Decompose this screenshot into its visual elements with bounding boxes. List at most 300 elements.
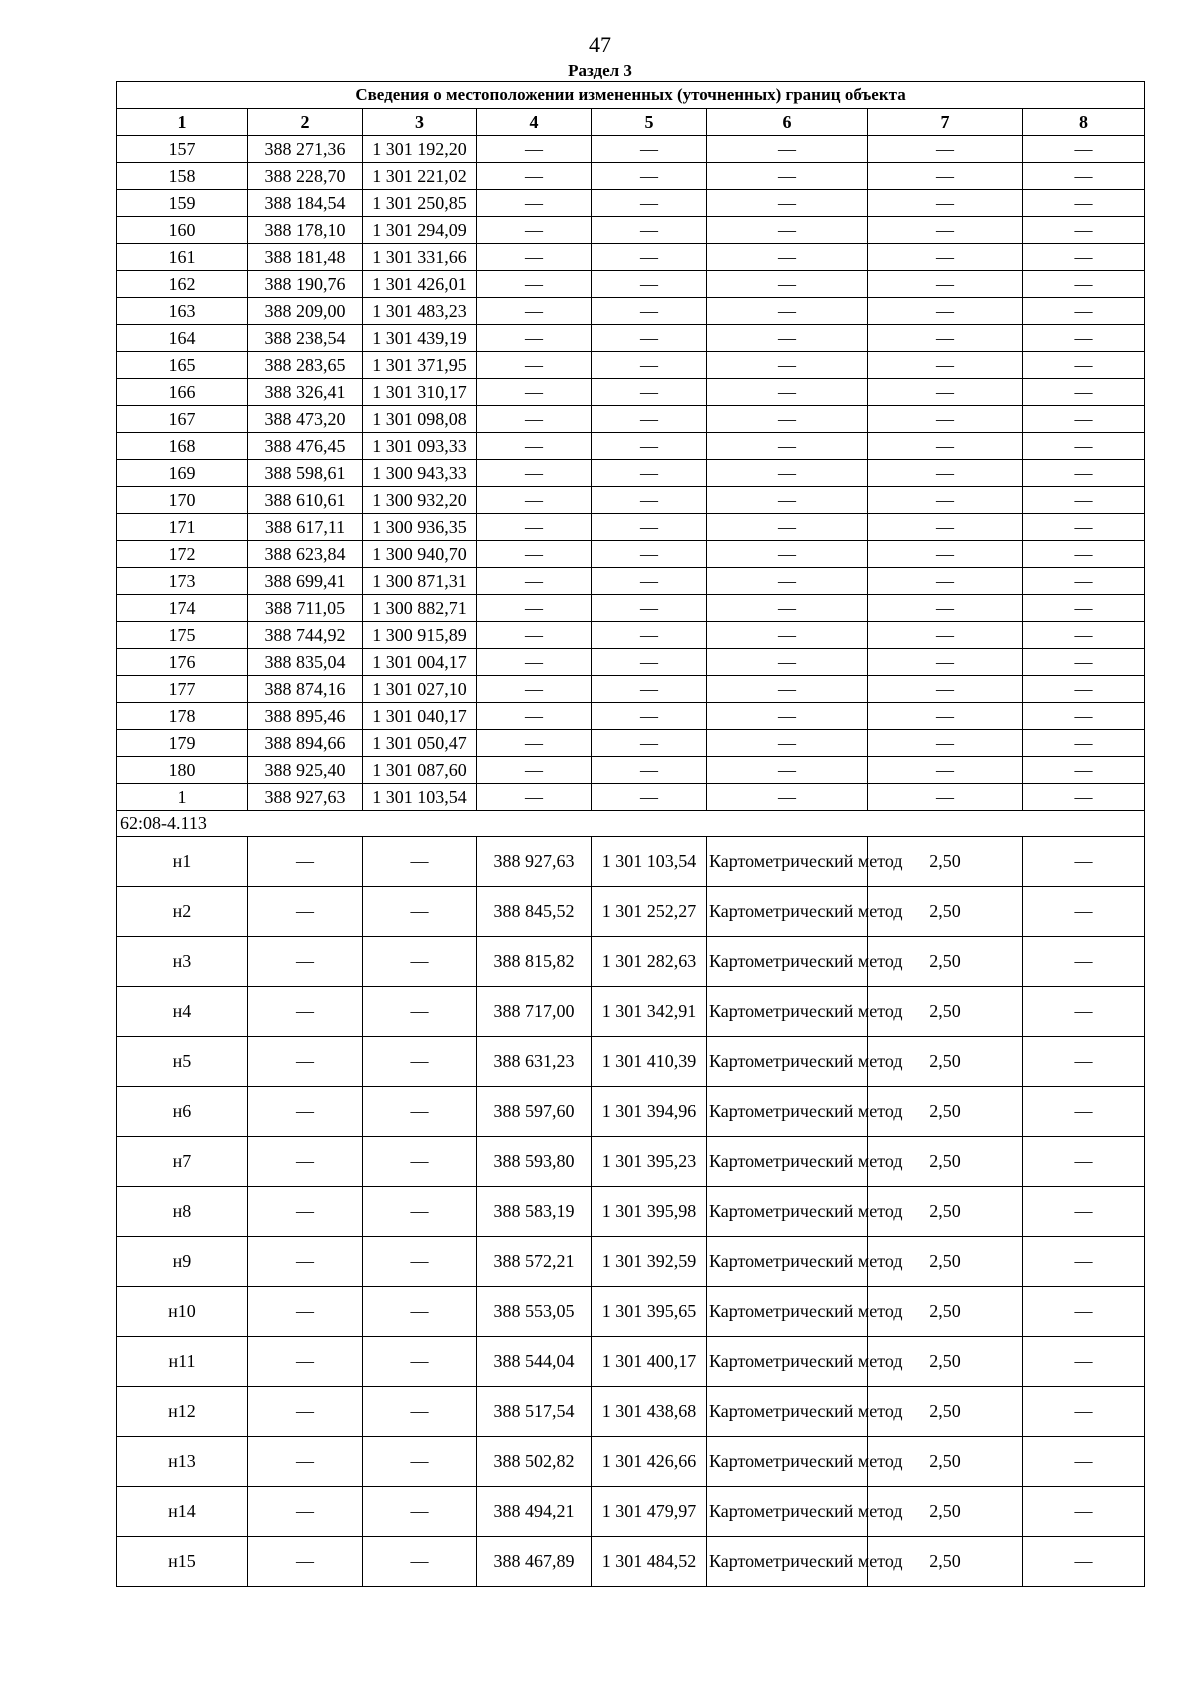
table-cell: — [363, 1037, 477, 1087]
table-cell: — [868, 460, 1023, 487]
table-cell: — [1023, 1487, 1145, 1537]
table-row [117, 937, 1145, 987]
table-cell: — [592, 325, 707, 352]
table-cell: 388 502,82 [477, 1437, 592, 1487]
table-cell: — [868, 730, 1023, 757]
table-cell: 2,50 [868, 837, 1023, 887]
boundary-table [116, 81, 1145, 1587]
table-cell: — [707, 217, 868, 244]
table-cell: — [1023, 379, 1145, 406]
table-cell: 2,50 [868, 937, 1023, 987]
table-cell: — [477, 703, 592, 730]
table-cell: — [248, 887, 363, 937]
table-cell: — [592, 460, 707, 487]
table-cell: н12 [117, 1387, 248, 1437]
table-cell: 167 [117, 406, 248, 433]
table-row [117, 595, 1145, 622]
table-cell: — [707, 433, 868, 460]
table-cell: н3 [117, 937, 248, 987]
table-row [117, 1037, 1145, 1087]
table-cell: — [592, 163, 707, 190]
table-cell: — [477, 568, 592, 595]
table-cell: — [1023, 190, 1145, 217]
table-cell: 388 181,48 [248, 244, 363, 271]
table-cell: 388 815,82 [477, 937, 592, 987]
table-cell: — [1023, 937, 1145, 987]
table-cell: — [363, 1237, 477, 1287]
table-cell: 388 583,19 [477, 1187, 592, 1237]
table-cell: 162 [117, 271, 248, 298]
table-cell: 388 553,05 [477, 1287, 592, 1337]
table-row [117, 757, 1145, 784]
table-cell: — [1023, 163, 1145, 190]
table-cell: 1 301 252,27 [592, 887, 707, 937]
table-cell: — [477, 217, 592, 244]
table-cell: — [1023, 784, 1145, 811]
table-cell: 388 925,40 [248, 757, 363, 784]
table-cell: 388 835,04 [248, 649, 363, 676]
table-cell: — [592, 730, 707, 757]
column-header: 5 [592, 109, 707, 136]
table-cell: — [248, 1387, 363, 1437]
table-cell: — [707, 703, 868, 730]
table-cell: — [477, 163, 592, 190]
table-cell: 1 301 294,09 [363, 217, 477, 244]
table-cell: 1 301 426,66 [592, 1437, 707, 1487]
table-cell: 1 [117, 784, 248, 811]
table-cell: — [707, 271, 868, 298]
table-cell: н2 [117, 887, 248, 937]
table-row [117, 730, 1145, 757]
table-cell: — [707, 163, 868, 190]
table-cell: 1 301 483,23 [363, 298, 477, 325]
table-row [117, 433, 1145, 460]
table-cell: — [1023, 595, 1145, 622]
table-cell: 388 190,76 [248, 271, 363, 298]
table-cell: — [592, 217, 707, 244]
table-cell: 388 744,92 [248, 622, 363, 649]
table-cell: — [592, 784, 707, 811]
table-cell: — [1023, 730, 1145, 757]
table-row [117, 568, 1145, 595]
table-row [117, 676, 1145, 703]
table-cell: — [248, 987, 363, 1037]
table-cell: 1 301 093,33 [363, 433, 477, 460]
table-cell: — [707, 757, 868, 784]
table-cell: — [1023, 703, 1145, 730]
table-row [117, 217, 1145, 244]
column-header: 3 [363, 109, 477, 136]
table-cell: 1 301 103,54 [592, 837, 707, 887]
table-cell: 388 184,54 [248, 190, 363, 217]
table-cell: — [707, 622, 868, 649]
table-cell: — [868, 433, 1023, 460]
table-cell: Картометрический метод [707, 1037, 868, 1087]
table-cell: — [1023, 541, 1145, 568]
table-row [117, 244, 1145, 271]
table-cell: — [1023, 837, 1145, 887]
table-cell: 388 467,89 [477, 1537, 592, 1587]
table-cell: — [1023, 676, 1145, 703]
table-row [117, 887, 1145, 937]
table-cell: — [868, 487, 1023, 514]
table-cell: 1 301 400,17 [592, 1337, 707, 1387]
table-cell: — [707, 487, 868, 514]
table-cell: — [1023, 325, 1145, 352]
table-cell: — [1023, 460, 1145, 487]
table-cell: — [1023, 1087, 1145, 1137]
table-cell: 1 300 940,70 [363, 541, 477, 568]
table-cell: 388 517,54 [477, 1387, 592, 1437]
table-cell: — [477, 379, 592, 406]
table-cell: 2,50 [868, 887, 1023, 937]
table-cell: — [1023, 514, 1145, 541]
column-header: 6 [707, 109, 868, 136]
table-cell: — [1023, 136, 1145, 163]
table-row [117, 1537, 1145, 1587]
table-cell: 388 894,66 [248, 730, 363, 757]
table-cell: — [477, 136, 592, 163]
table-cell: — [592, 271, 707, 298]
table-cell: — [248, 1087, 363, 1137]
table-cell: — [592, 568, 707, 595]
table-cell: — [1023, 217, 1145, 244]
table-cell: н11 [117, 1337, 248, 1387]
table-cell: 158 [117, 163, 248, 190]
table-cell: — [707, 325, 868, 352]
table-cell: 388 711,05 [248, 595, 363, 622]
table-cell: — [363, 1137, 477, 1187]
table-cell: н14 [117, 1487, 248, 1537]
table-cell: 164 [117, 325, 248, 352]
table-cell: — [363, 837, 477, 887]
table-cell: 1 301 426,01 [363, 271, 477, 298]
table-row [117, 298, 1145, 325]
table-cell: 388 494,21 [477, 1487, 592, 1537]
table-cell: 388 617,11 [248, 514, 363, 541]
table-cell: — [477, 622, 592, 649]
table-cell: — [868, 514, 1023, 541]
table-cell: 2,50 [868, 1187, 1023, 1237]
table-cell: — [477, 676, 592, 703]
table-cell: 180 [117, 757, 248, 784]
table-cell: — [248, 1037, 363, 1087]
table-cell: — [707, 784, 868, 811]
table-cell: 388 544,04 [477, 1337, 592, 1387]
table-cell: 388 699,41 [248, 568, 363, 595]
table-cell: 178 [117, 703, 248, 730]
table-cell: — [248, 1137, 363, 1187]
table-cell: 1 301 027,10 [363, 676, 477, 703]
table-cell: — [868, 190, 1023, 217]
table-cell: — [477, 649, 592, 676]
table-cell: 388 283,65 [248, 352, 363, 379]
table-row [117, 1137, 1145, 1187]
table-cell: 2,50 [868, 987, 1023, 1037]
table-cell: Картометрический метод [707, 1187, 868, 1237]
table-cell: — [868, 595, 1023, 622]
table-cell: 388 597,60 [477, 1087, 592, 1137]
table-cell: — [477, 514, 592, 541]
table-cell: 173 [117, 568, 248, 595]
table-cell: — [1023, 298, 1145, 325]
table-cell: — [248, 837, 363, 887]
table-cell: — [707, 136, 868, 163]
table-cell: Картометрический метод [707, 837, 868, 887]
table-cell: — [592, 190, 707, 217]
table-row [117, 541, 1145, 568]
table-cell: — [868, 676, 1023, 703]
table-cell: — [592, 487, 707, 514]
table-cell: — [707, 406, 868, 433]
table-row [117, 136, 1145, 163]
table-cell: — [1023, 1437, 1145, 1487]
table-cell: н9 [117, 1237, 248, 1287]
table-cell: — [1023, 1387, 1145, 1437]
cadastral-number-label: 62:08-4.113 [117, 811, 1145, 837]
table-cell: Картометрический метод [707, 987, 868, 1037]
table-cell: н13 [117, 1437, 248, 1487]
table-cell: — [363, 1087, 477, 1137]
table-cell: — [363, 937, 477, 987]
table-cell: — [707, 730, 868, 757]
table-row [117, 1487, 1145, 1537]
column-header: 7 [868, 109, 1023, 136]
table-cell: н8 [117, 1187, 248, 1237]
table-cell: — [248, 937, 363, 987]
table-cell: — [1023, 406, 1145, 433]
table-cell: — [868, 325, 1023, 352]
table-cell: н5 [117, 1037, 248, 1087]
table-cell: — [248, 1487, 363, 1537]
group-row [117, 811, 1145, 837]
table-cell: 1 300 943,33 [363, 460, 477, 487]
table-cell: 1 301 342,91 [592, 987, 707, 1037]
table-row [117, 379, 1145, 406]
table-cell: — [1023, 622, 1145, 649]
table-cell: — [707, 298, 868, 325]
table-cell: 166 [117, 379, 248, 406]
table-cell: 171 [117, 514, 248, 541]
table-cell: 1 301 192,20 [363, 136, 477, 163]
table-cell: — [592, 541, 707, 568]
table-row [117, 163, 1145, 190]
table-cell: — [592, 433, 707, 460]
table-row [117, 487, 1145, 514]
table-row [117, 190, 1145, 217]
table-cell: — [363, 1287, 477, 1337]
table-cell: н6 [117, 1087, 248, 1137]
table-cell: 1 301 103,54 [363, 784, 477, 811]
table-row [117, 271, 1145, 298]
table-cell: — [707, 379, 868, 406]
table-cell: 388 476,45 [248, 433, 363, 460]
table-cell: Картометрический метод [707, 1087, 868, 1137]
table-cell: — [707, 460, 868, 487]
table-cell: 176 [117, 649, 248, 676]
table-cell: 163 [117, 298, 248, 325]
table-cell: — [707, 568, 868, 595]
table-title: Сведения о местоположении измененных (уточненных) границ объекта [117, 82, 1145, 109]
table-cell: — [477, 730, 592, 757]
table-cell: 388 927,63 [248, 784, 363, 811]
table-cell: 388 238,54 [248, 325, 363, 352]
table-cell: — [1023, 244, 1145, 271]
table-cell: — [592, 595, 707, 622]
table-cell: — [707, 352, 868, 379]
table-cell: 1 301 410,39 [592, 1037, 707, 1087]
table-cell: 388 178,10 [248, 217, 363, 244]
table-cell: 388 845,52 [477, 887, 592, 937]
table-cell: — [477, 190, 592, 217]
table-cell: 174 [117, 595, 248, 622]
table-cell: — [868, 244, 1023, 271]
table-cell: Картометрический метод [707, 937, 868, 987]
table-cell: Картометрический метод [707, 1287, 868, 1337]
table-cell: — [868, 298, 1023, 325]
table-cell: — [477, 433, 592, 460]
table-cell: — [707, 514, 868, 541]
table-row [117, 1337, 1145, 1387]
table-cell: — [707, 190, 868, 217]
table-cell: 159 [117, 190, 248, 217]
table-cell: — [868, 217, 1023, 244]
table-cell: 2,50 [868, 1437, 1023, 1487]
table-cell: — [707, 595, 868, 622]
table-cell: 1 301 394,96 [592, 1087, 707, 1137]
table-row [117, 987, 1145, 1037]
table-cell: — [248, 1187, 363, 1237]
table-cell: — [477, 595, 592, 622]
table-cell: 388 326,41 [248, 379, 363, 406]
table-cell: 1 301 392,59 [592, 1237, 707, 1287]
table-cell: 2,50 [868, 1137, 1023, 1187]
table-cell: — [1023, 1037, 1145, 1087]
table-row [117, 1087, 1145, 1137]
table-cell: 1 301 040,17 [363, 703, 477, 730]
table-cell: 1 301 310,17 [363, 379, 477, 406]
table-cell: н7 [117, 1137, 248, 1187]
table-row [117, 1437, 1145, 1487]
table-cell: — [363, 887, 477, 937]
table-cell: 1 301 221,02 [363, 163, 477, 190]
table-cell: — [1023, 487, 1145, 514]
table-cell: 1 301 395,23 [592, 1137, 707, 1187]
table-cell: — [868, 136, 1023, 163]
table-cell: — [592, 649, 707, 676]
table-cell: — [477, 244, 592, 271]
column-header: 1 [117, 109, 248, 136]
table-cell: — [1023, 1337, 1145, 1387]
table-row [117, 1187, 1145, 1237]
table-cell: 2,50 [868, 1487, 1023, 1537]
table-cell: — [477, 487, 592, 514]
table-cell: 1 301 282,63 [592, 937, 707, 987]
table-cell: 168 [117, 433, 248, 460]
table-cell: 1 301 395,65 [592, 1287, 707, 1337]
table-cell: — [592, 703, 707, 730]
table-cell: — [477, 757, 592, 784]
table-cell: 1 301 098,08 [363, 406, 477, 433]
table-cell: 1 301 479,97 [592, 1487, 707, 1537]
table-cell: — [592, 136, 707, 163]
table-cell: — [1023, 987, 1145, 1037]
table-cell: 161 [117, 244, 248, 271]
table-cell: Картометрический метод [707, 887, 868, 937]
table-cell: — [363, 1337, 477, 1387]
table-cell: 177 [117, 676, 248, 703]
table-cell: — [477, 784, 592, 811]
table-cell: 388 610,61 [248, 487, 363, 514]
table-row [117, 837, 1145, 887]
table-cell: — [477, 298, 592, 325]
table-cell: — [248, 1537, 363, 1587]
table-cell: 388 623,84 [248, 541, 363, 568]
table-row [117, 325, 1145, 352]
table-row [117, 352, 1145, 379]
table-cell: 169 [117, 460, 248, 487]
table-cell: 2,50 [868, 1037, 1023, 1087]
table-cell: — [1023, 757, 1145, 784]
table-cell: — [868, 703, 1023, 730]
table-cell: — [477, 460, 592, 487]
table-cell: 157 [117, 136, 248, 163]
table-cell: — [592, 514, 707, 541]
table-cell: 1 301 439,19 [363, 325, 477, 352]
table-cell: — [868, 163, 1023, 190]
table-cell: 1 301 395,98 [592, 1187, 707, 1237]
table-cell: — [868, 622, 1023, 649]
table-cell: — [477, 352, 592, 379]
table-cell: 388 209,00 [248, 298, 363, 325]
table-cell: 175 [117, 622, 248, 649]
column-header: 4 [477, 109, 592, 136]
table-cell: — [868, 541, 1023, 568]
table-cell: 1 301 004,17 [363, 649, 477, 676]
table-cell: — [868, 352, 1023, 379]
table-cell: 2,50 [868, 1087, 1023, 1137]
section-title: Раздел 3 [568, 61, 632, 80]
table-row [117, 622, 1145, 649]
table-cell: 1 301 050,47 [363, 730, 477, 757]
table-cell: — [592, 757, 707, 784]
table-cell: — [592, 244, 707, 271]
table-cell: 388 271,36 [248, 136, 363, 163]
table-cell: Картометрический метод [707, 1137, 868, 1187]
table-cell: Картометрический метод [707, 1237, 868, 1287]
table-cell: 388 631,23 [477, 1037, 592, 1087]
table-cell: — [248, 1437, 363, 1487]
table-cell: — [868, 649, 1023, 676]
table-row [117, 1237, 1145, 1287]
table-cell: 179 [117, 730, 248, 757]
table-cell: 1 300 882,71 [363, 595, 477, 622]
table-cell: 2,50 [868, 1537, 1023, 1587]
table-cell: 388 572,21 [477, 1237, 592, 1287]
table-cell: — [868, 568, 1023, 595]
table-cell: — [1023, 433, 1145, 460]
table-row [117, 703, 1145, 730]
table-cell: н10 [117, 1287, 248, 1337]
table-cell: — [868, 757, 1023, 784]
table-cell: 388 473,20 [248, 406, 363, 433]
table-cell: 160 [117, 217, 248, 244]
table-cell: — [1023, 271, 1145, 298]
table-cell: — [1023, 1287, 1145, 1337]
table-cell: — [363, 1487, 477, 1537]
table-cell: 388 895,46 [248, 703, 363, 730]
table-cell: н15 [117, 1537, 248, 1587]
